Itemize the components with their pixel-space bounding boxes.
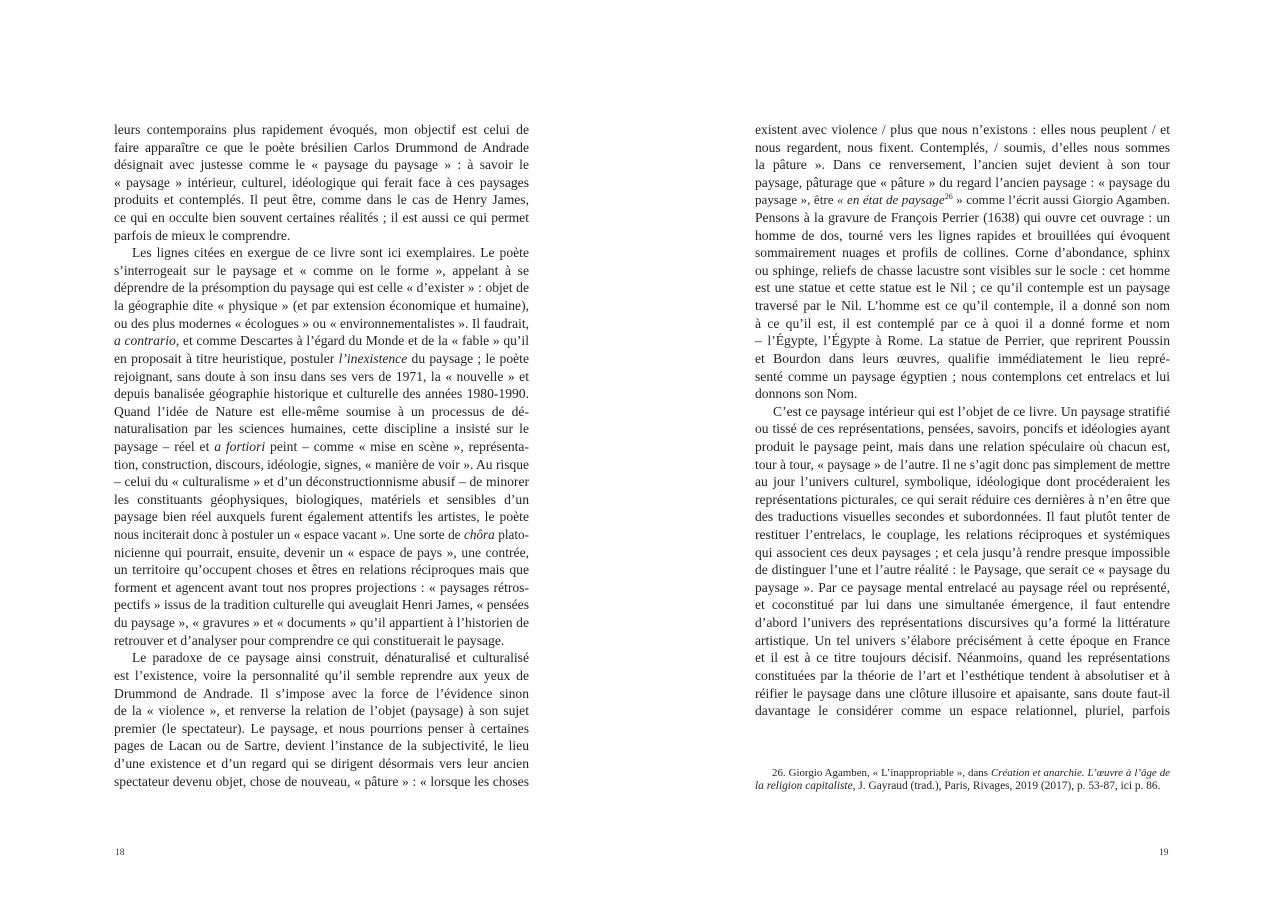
text-run: nous inciterait donc à postuler un « espace vacant ». Une sorte de xyxy=(114,527,464,543)
text-run: tour à tour, « paysage » de l’autre. Il ne s’agit donc pas simplement de mettre xyxy=(755,456,1170,472)
text-run: peint – comme « mise en scène », représenta- xyxy=(265,438,529,454)
text-run: homme de dos, tourné vers les lignes rapides et brouillées qui évoquent xyxy=(755,227,1170,243)
text-line xyxy=(755,385,1170,403)
text-line xyxy=(114,737,529,755)
text-line xyxy=(755,561,1170,579)
text-line xyxy=(755,473,1170,491)
text-run: les constituants géophysiques, biologiques, matériels et sensibles d’un xyxy=(114,491,529,507)
text-run: naturalisation par les sciences humaines, cette discipline a insisté sur le xyxy=(114,421,529,437)
text-line xyxy=(114,315,529,333)
text-line xyxy=(114,156,529,174)
text-line xyxy=(755,780,1170,793)
text-run: ou sphinge, reliefs de chasse lacustre sont visibles sur le socle : cet homme xyxy=(755,262,1170,278)
text-run: la pâture ». Dans ce renversement, l’ancien sujet devient à son tour xyxy=(755,157,1170,173)
text-line xyxy=(755,368,1170,386)
text-run: faire apparaître ce que le poète brésilien Carlos Drummond de Andrade xyxy=(114,139,529,155)
text-run: d’abord l’univers des représentations discursives qu’a formé la littérature xyxy=(755,615,1170,631)
text-run: retrouver et d’analyser pour comprendre ce qui constituerait le paysage. xyxy=(114,632,505,648)
italic-text-run: a contrario xyxy=(114,333,176,349)
text-line xyxy=(755,667,1170,685)
text-run: Les lignes citées en exergue de ce livre sont ici exemplaires. Le poète xyxy=(132,245,529,261)
text-run: un territoire qu’occupent choses et êtres en relations réciproques mais que xyxy=(114,562,529,578)
text-line xyxy=(755,420,1170,438)
text-line xyxy=(755,767,1170,780)
italic-text-run: Création et anarchie. L’œuvre à l’âge de xyxy=(990,767,1170,779)
text-run: restituer l’entrelacs, le couplage, les relations réciproques et systémiques xyxy=(755,527,1170,543)
text-line xyxy=(114,473,529,491)
text-run: davantage le considérer comme un espace relationnel, pluriel, parfois xyxy=(755,703,1170,719)
paragraph xyxy=(114,649,529,790)
text-run: paysage bien réel auxquels furent également attentifs les artistes, le poète xyxy=(114,509,529,525)
text-run: – celui du « culturalisme » et d’un déconstructionnisme abusif – de minorer xyxy=(114,474,529,490)
text-run: en proposait à titre heuristique, postuler xyxy=(114,350,339,366)
text-line xyxy=(114,632,529,650)
text-run: Pensons à la gravure de François Perrier (1638) qui ouvre cet ouvrage : un xyxy=(755,210,1170,226)
text-run: produit le paysage peint, mais dans une relation spéculaire où chacun est, xyxy=(755,438,1170,454)
text-line xyxy=(755,491,1170,509)
paragraph xyxy=(755,403,1170,720)
text-run: – l’Égypte, l’Égypte à Rome. La statue de Perrier, que reprirent Poussin xyxy=(755,333,1170,349)
text-line xyxy=(114,667,529,685)
text-line xyxy=(755,262,1170,280)
text-line xyxy=(755,596,1170,614)
text-line xyxy=(755,508,1170,526)
text-line xyxy=(755,438,1170,456)
text-line xyxy=(755,174,1170,192)
text-run: est l’existence, voire la personnalité qu’il semble reprendre aux yeux de xyxy=(114,667,529,683)
text-run: senté comme un paysage égyptien ; nous contemplons cet entrelacs et lui xyxy=(755,368,1170,384)
text-line xyxy=(755,579,1170,597)
text-line xyxy=(114,508,529,526)
text-run: , et comme Descartes à l’égard du Monde et de la « fable » qu’il xyxy=(175,333,529,349)
text-line xyxy=(755,191,1170,209)
text-line xyxy=(755,156,1170,174)
text-line xyxy=(114,174,529,192)
text-run: réifier le paysage dans une clôture illusoire et apaisante, sans doute faut-il xyxy=(755,685,1170,701)
page-number-right: 19 xyxy=(1159,848,1169,858)
text-run: et Bourdon dans leurs œuvres, qualifie immédiatement le lieu repré- xyxy=(755,350,1170,366)
text-line xyxy=(114,279,529,297)
text-run: d’une existence et d’un regard qui se dirigent désormais vers leur ancien xyxy=(114,755,529,771)
text-line xyxy=(114,191,529,209)
text-line xyxy=(755,544,1170,562)
page-number-left: 18 xyxy=(115,848,125,858)
text-run: Le paradoxe de ce paysage ainsi construit, dénaturalisé et culturalisé xyxy=(132,650,529,666)
text-line xyxy=(114,297,529,315)
text-run: 26. Giorgio Agamben, « L’inappropriable », dans xyxy=(772,767,991,779)
text-run: depuis banalisée géographie historique et culturelle des années 1980-1990. xyxy=(114,386,529,402)
text-line xyxy=(114,614,529,632)
paragraph xyxy=(114,244,529,649)
text-line xyxy=(755,649,1170,667)
text-run: et coconstitué par lui dans une simultanée émergence, il faut entendre xyxy=(755,597,1170,613)
text-line xyxy=(114,579,529,597)
text-run: spectateur devenu objet, chose de nouveau, « pâture » : « lorsque les choses xyxy=(114,773,529,789)
text-line xyxy=(114,456,529,474)
text-line xyxy=(114,526,529,544)
text-run: produits et contemplés. Il peut être, comme dans le cas de Henry James, xyxy=(114,192,529,208)
text-run: constituées par la théorie de l’art et l’esthétique tendent à absolutiser et à xyxy=(755,667,1170,683)
italic-text-run: a fortiori xyxy=(214,438,266,454)
text-line xyxy=(114,596,529,614)
footnote-reference: 26 xyxy=(944,192,953,202)
text-run: ou tissé de ces représentations, pensées, savoirs, poncifs et idéologies ayant xyxy=(755,421,1170,437)
text-run: premier (le spectateur). Le paysage, et nous pourrions penser à certaines xyxy=(114,720,529,736)
text-line xyxy=(114,561,529,579)
text-line xyxy=(114,262,529,280)
text-line xyxy=(114,332,529,350)
text-run: rejoignant, sans doute à son insu dans ses vers de 1971, la « nouvelle » et xyxy=(114,368,529,384)
text-run: ce qui en occulte bien souvent certaines réalités ; il est aussi ce qui permet xyxy=(114,210,529,226)
text-run: désignait avec justesse comme le « paysage du paysage » : à savoir le xyxy=(114,157,529,173)
italic-text-run: « en état de paysage xyxy=(837,192,945,208)
text-run: paysage ». Par ce paysage mental entrelacé au paysage réel ou représenté, xyxy=(755,579,1170,595)
text-line xyxy=(755,526,1170,544)
text-run: des traductions visuelles secondes et subordonnées. Il faut plutôt tenter de xyxy=(755,509,1170,525)
text-line xyxy=(114,773,529,791)
text-line xyxy=(114,385,529,403)
text-run: est une statue et cette statue est le Nil ; ce qu’il contemple est un paysage xyxy=(755,280,1170,296)
text-run: paysage, pâturage que « pâture » du regard l’ancien paysage : « paysage du xyxy=(755,174,1170,190)
text-run: pages de Lacan ou de Sartre, devient l’instance de la subjectivité, le lieu xyxy=(114,738,529,754)
text-run: forment et agencent avant tout nos propres projections : « paysages rétros- xyxy=(114,579,529,595)
text-run: de la « violence », et renverse la relation de l’objet (paysage) à son sujet xyxy=(114,703,529,719)
paragraph xyxy=(114,121,529,244)
text-line xyxy=(114,403,529,421)
text-line xyxy=(755,685,1170,703)
text-run: donnons son Nom. xyxy=(755,386,858,402)
text-line xyxy=(114,544,529,562)
text-line xyxy=(114,755,529,773)
text-line xyxy=(755,403,1170,421)
text-line xyxy=(755,702,1170,720)
text-line xyxy=(114,227,529,245)
text-run: paysage – réel et xyxy=(114,438,215,454)
text-line xyxy=(114,139,529,157)
text-run: déprendre de la présomption du paysage qui est celle « d’exister » : objet de xyxy=(114,280,529,296)
text-line xyxy=(114,438,529,456)
text-run: pectifs » issus de la tradition culturelle qui aveuglait Henri James, « pensées xyxy=(114,597,529,613)
text-line xyxy=(114,491,529,509)
text-run: s’interrogeait sur le paysage et « comme on le forme », appelant à se xyxy=(114,262,529,278)
text-run: représentations picturales, ce qui serait réduire ces dernières à n’en être que xyxy=(755,491,1170,507)
text-run: au jour l’univers culturel, symbolique, idéologique dont procéderaient les xyxy=(755,474,1170,490)
text-line xyxy=(755,297,1170,315)
text-run: qui associent ces deux paysages ; et cela jusqu’à rendre presque impossible xyxy=(755,544,1170,560)
text-line xyxy=(114,685,529,703)
text-line xyxy=(755,121,1170,139)
text-line xyxy=(755,315,1170,333)
text-run: tion, construction, discours, idéologie, signes, « manière de voir ». Au risque xyxy=(114,456,529,472)
text-run: « paysage » intérieur, culturel, idéologique qui ferait face à ces paysages xyxy=(114,174,529,190)
text-run: ou des plus modernes « écologues » ou « environnementalistes ». Il faudrait, xyxy=(114,315,529,331)
text-run: de distinguer l’une et l’autre réalité : le Paysage, que serait ce « paysage du xyxy=(755,562,1170,578)
text-run: paysage », être xyxy=(755,192,838,208)
text-line xyxy=(755,632,1170,650)
text-run: C’est ce paysage intérieur qui est l’objet de ce livre. Un paysage stratifié xyxy=(773,403,1170,419)
text-run: du paysage ; le poète xyxy=(407,350,529,366)
left-page-body xyxy=(114,121,529,790)
text-run: Quand l’idée de Nature est elle-même soumise à un processus de dé- xyxy=(114,403,529,419)
text-run: » comme l’écrit aussi Giorgio Agamben. xyxy=(952,192,1171,208)
italic-text-run: chôra xyxy=(464,527,495,543)
text-run: du paysage », « gravures » et « documents » qu’il appartient à l’historien de xyxy=(114,615,529,631)
text-line xyxy=(114,244,529,262)
text-line xyxy=(755,244,1170,262)
italic-text-run: la religion capitaliste xyxy=(755,780,853,793)
text-run: , J. Gayraud (trad.), Paris, Rivages, 2019 (2017), p. 53-87, ici p. 86. xyxy=(852,780,1161,793)
text-line xyxy=(114,350,529,368)
text-run: à ce qu’il est, il est contemplé par ce à quoi il a donné forme et nom xyxy=(755,315,1170,331)
footnote-26 xyxy=(755,767,1170,794)
text-run: sommairement nuages et profils de collines. Corne d’abondance, sphinx xyxy=(755,245,1170,261)
text-run: Drummond de Andrade. Il s’impose avec la force de l’évidence sinon xyxy=(114,685,529,701)
footnote-text xyxy=(755,767,1170,794)
text-line xyxy=(114,420,529,438)
text-run: traversé par le Nil. L’homme est ce qu’il contemple, il a donné son nom xyxy=(755,298,1170,314)
text-run: existent avec violence / plus que nous n’existons : elles nous peuplent / et xyxy=(755,122,1170,137)
text-line xyxy=(114,649,529,667)
text-line xyxy=(755,139,1170,157)
text-line xyxy=(755,332,1170,350)
text-run: plato- xyxy=(494,527,530,543)
text-run: leurs contemporains plus rapidement évoqués, mon objectif est celui de xyxy=(114,122,529,137)
text-line xyxy=(114,368,529,386)
paragraph xyxy=(755,121,1170,403)
text-run: nous regardent, nous fixent. Contemplés, / soumis, d’elles nous sommes xyxy=(755,139,1170,155)
text-line xyxy=(755,614,1170,632)
text-run: la géographie dite « physique » (et par extension économique et humaine), xyxy=(114,298,529,314)
text-line xyxy=(755,227,1170,245)
text-line xyxy=(114,702,529,720)
text-run: parfois de mieux le comprendre. xyxy=(114,227,291,243)
text-line xyxy=(755,279,1170,297)
text-run: nicienne qui pourrait, ensuite, devenir un « espace de pays », une contrée, xyxy=(114,544,529,560)
italic-text-run: l’inexistence xyxy=(338,350,408,366)
text-line xyxy=(114,209,529,227)
text-line xyxy=(114,121,529,139)
text-line xyxy=(114,720,529,738)
text-run: artistique. Un tel univers s’élabore précisément à cette époque en France xyxy=(755,632,1170,648)
text-run: et il est à ce titre toujours décisif. Néanmoins, quand les représentations xyxy=(755,650,1170,666)
text-line xyxy=(755,209,1170,227)
text-line xyxy=(755,350,1170,368)
right-page-body xyxy=(755,121,1170,720)
text-line xyxy=(755,456,1170,474)
